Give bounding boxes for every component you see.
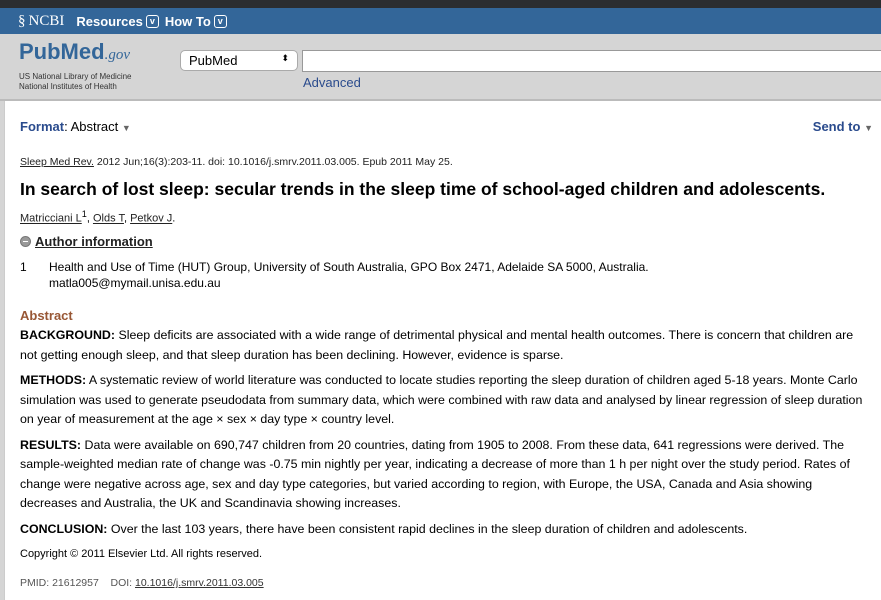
how-to-menu[interactable]: How To v [165, 14, 227, 29]
affiliation: 1 Health and Use of Time (HUT) Group, University of South Australia, GPO Box 2471, Adelaide SA 5000, Australia. matla005@mymail.unisa.edu.au [20, 260, 649, 290]
nlm-text: US National Library of Medicine National Institutes of Health [19, 72, 132, 91]
abstract-body [20, 326, 865, 565]
resources-menu[interactable]: Resources v [76, 14, 158, 29]
collapse-icon [20, 236, 31, 247]
ncbi-logo[interactable]: § NCBI [18, 12, 65, 29]
identifiers: PMID: 21612957 DOI: 10.1016/j.smrv.2011.03.005 [20, 577, 264, 589]
doi-link[interactable]: 10.1016/j.smrv.2011.03.005 [135, 577, 264, 589]
pubmed-logo[interactable]: PubMed.gov [19, 39, 130, 64]
journal-link[interactable]: Sleep Med Rev. [20, 156, 94, 168]
chevron-down-icon: v [214, 15, 227, 28]
database-select[interactable]: PubMed ⬍ [180, 50, 298, 71]
author-list: Matricciani $L^1$, Olds T, Petkov J. [20, 209, 176, 225]
advanced-link[interactable]: Advanced [303, 75, 361, 90]
search-bar [0, 34, 881, 101]
article-title: In search of lost sleep: secular trends in the sleep time of school-aged children and adolescents. [20, 179, 826, 199]
chevron-down-icon: v [146, 15, 159, 28]
author-link[interactable]: Petkov J [130, 212, 173, 225]
copyright: Copyright © 2011 Elsevier Ltd. All rights reserved. [20, 548, 263, 560]
send-to-dropdown[interactable]: Send to ▼ [812, 119, 873, 134]
caret-down-icon: ▼ [864, 123, 873, 133]
abstract-background: BACKGROUND: Sleep deficits are associated with a wide range of detrimental physical and mental health outcomes. There is concern that children are not getting enough sleep, and that sleep duration has been declining. However, evidence is sparse. [20, 328, 854, 362]
abstract-methods: METHODS: A systematic review of world literature was conducted to locate studies reporting the sleep duration of children aged 5-18 years. Monte Carlo simulation was used to generate pseudodata from summary data, which were combined with raw data and analysed by linear regression of sleep duration on year of measurement at the age × sex × day type × country level. [20, 373, 863, 426]
search-input[interactable] [302, 50, 881, 72]
author-information-toggle[interactable]: Author information [20, 234, 153, 249]
updown-icon: ⬍ [281, 53, 289, 63]
format-dropdown[interactable]: Format: Abstract ▼ [20, 119, 131, 134]
helix-icon: § [18, 12, 26, 29]
author-link[interactable]: Olds T [92, 212, 124, 225]
author-link[interactable]: Matricciani L [20, 212, 82, 225]
citation: Sleep Med Rev. 2012 Jun;16(3):203-11. doi: 10.1016/j.smrv.2011.03.005. Epub 2011 May 25. [20, 156, 453, 168]
abstract-heading: Abstract [20, 308, 73, 323]
window-top-bar [0, 0, 881, 8]
caret-down-icon: ▼ [121, 123, 131, 133]
abstract-results: RESULTS: Data were available on 690,747 children from 20 countries, dating from 1905 to 2008. From these data, 641 regressions were derived. The sample-weighted median rate of change was -0.75 min nightly per year, indicating a decrease of more than 1 h per night over the study period. Rates of change were negative across age, sex and day type categories, but varied according to region, with Europe, the USA, Canada and Asia showing decreases and Australia, the UK and Scandinavia showing increases. [20, 437, 850, 510]
abstract-conclusion: CONCLUSION: Over the last 103 years, there have been consistent rapid declines in the sleep duration of children and adolescents. [20, 521, 748, 536]
ncbi-header [0, 8, 881, 34]
main-content [4, 101, 881, 600]
